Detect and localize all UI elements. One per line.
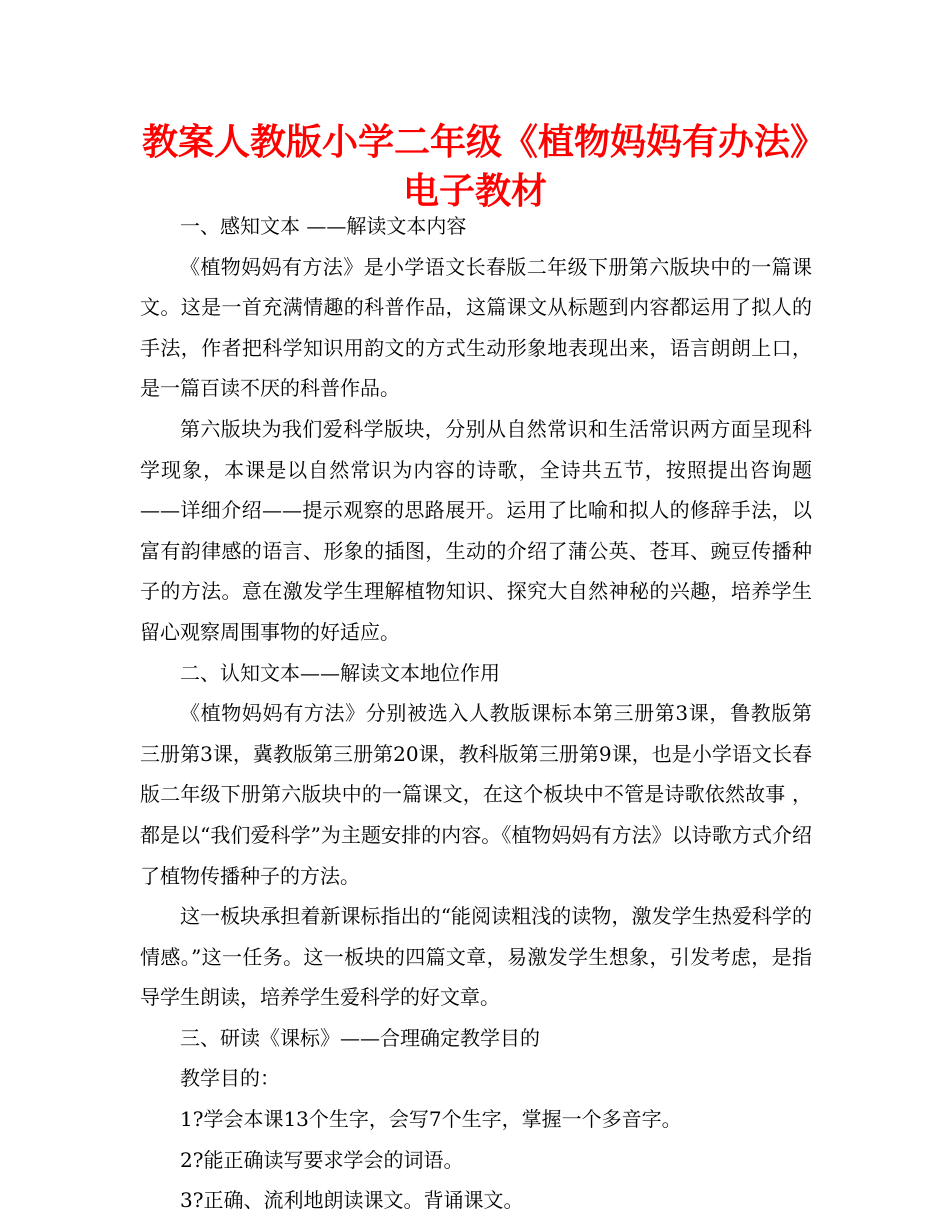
goals-label: 教学目的： bbox=[180, 1066, 280, 1091]
goal-item: 1?学会本课13个生字，会写7个生字，掌握一个多音字。 bbox=[180, 1107, 682, 1132]
section-heading-3: 三、研读《课标》——合理确定教学目的 bbox=[180, 1025, 540, 1050]
body-paragraph: 第六版块为我们爱科学版块，分别从自然常识和生活常识两方面呈现科学现象，本课是以自然常识为内容的诗歌，全诗共五节，按照提出咨询题——详细介绍——提示观察的思路展开。运用了比喻和拟人的修辞手法，以富有韵律感的语言、形象的插图，生动的介绍了蒲公英、苍耳、豌豆传播种子的方法。意在激发学生理解植物知识、探究大自然神秘的兴趣，培养学生留心观察周围事物的好适应。 bbox=[140, 416, 812, 644]
goal-item: 2?能正确读写要求学会的词语。 bbox=[180, 1147, 464, 1172]
body-paragraph: 《植物妈妈有方法》是小学语文长春版二年级下册第六版块中的一篇课文。这是一首充满情趣的科普作品，这篇课文从标题到内容都运用了拟人的手法，作者把科学知识用韵文的方式生动形象地表现出来，语言朗朗上口，是一篇百读不厌的科普作品。 bbox=[140, 254, 812, 401]
body-paragraph: 《植物妈妈有方法》分别被选入人教版课标本第三册第3课，鲁教版第三册第3课，冀教版第三册第20课，教科版第三册第9课，也是小学语文长春版二年级下册第六版块中的一篇课文，在这个板块中不管是诗歌依然故事 ，都是以“我们爱科学”为主题安排的内容。《植物妈妈有方法》以诗歌方式介绍了植物传播种子的方法。 bbox=[140, 701, 812, 888]
body-paragraph: 这一板块承担着新课标指出的“能阅读粗浅的读物，激发学生热爱科学的情感。”这一任务。这一板块的四篇文章，易激发学生想象，引发考虑，是指导学生朗读，培养学生爱科学的好文章。 bbox=[140, 904, 812, 1010]
goal-item: 3?正确、流利地朗读课文。背诵课文。 bbox=[180, 1188, 524, 1213]
section-heading-1: 一、感知文本 ——解读文本内容 bbox=[180, 214, 467, 238]
document-title: 教案人教版小学二年级《植物妈妈有办法》电子教材 bbox=[141, 122, 808, 212]
section-heading-2: 二、认知文本——解读文本地位作用 bbox=[180, 660, 500, 685]
document-body bbox=[140, 206, 812, 1221]
